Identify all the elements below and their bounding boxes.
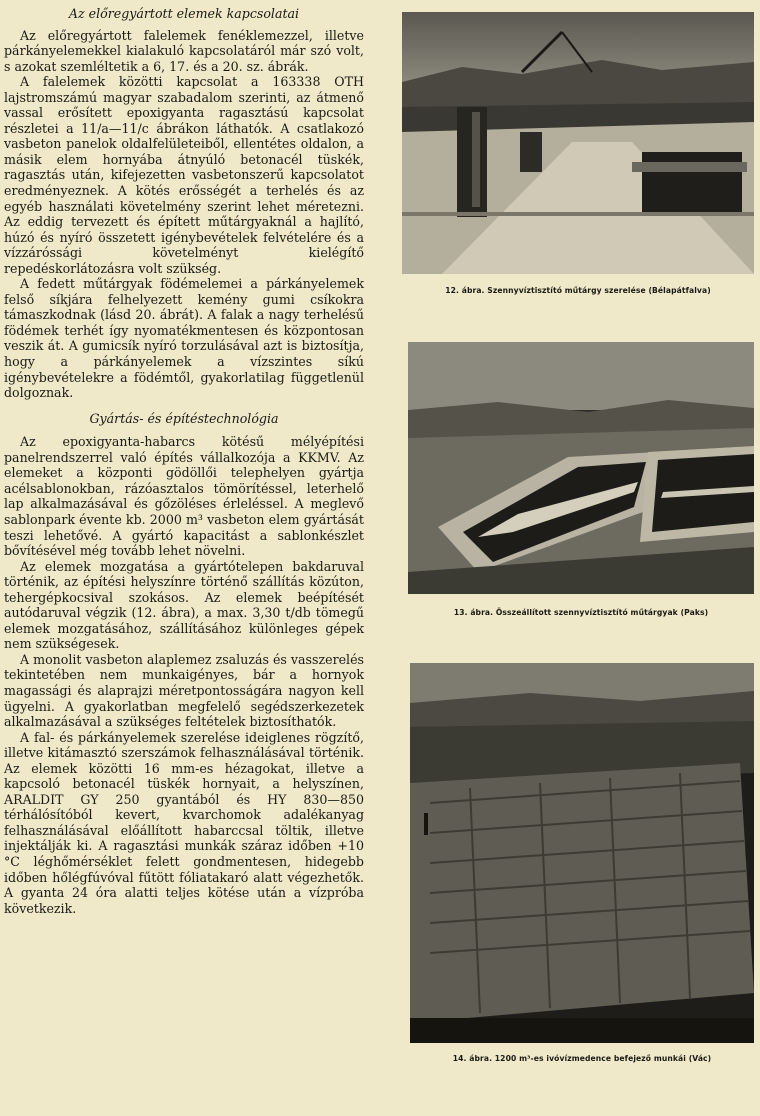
figure-14-photo bbox=[410, 663, 754, 1043]
paragraph: A monolit vasbeton alaplemez zsaluzás és vasszerelés tekintetében nem munkaigényes, bár a hornyok magassági és alaprajzi méretpontosságára nagyon kell ügyelni. A gyakorlatban megfelelő segédszerkezetek alkalmazásával a szükséges feltételek biztosíthatók. bbox=[4, 651, 364, 730]
section-heading-connections: Az előregyártott elemek kapcsolatai bbox=[68, 6, 300, 21]
left-text-column bbox=[4, 6, 364, 916]
paragraph: A fal- és párkányelemek szerelése ideiglenes rögzítő, illetve kitámasztó szerszámok felhasználásával történik. Az elemek közötti 16 mm-es hézagokat, illetve a kapcsoló betonacél tüskék hornyait, a helyszínen, ARALDIT GY 250 gyantából és HY 830—850 térhálósítóból kevert, kvarchomok adalékanyag felhasználásával előállított habarccsal töltik, illetve injektálják ki. A ragasztási munkák száraz időben +10 °C léghőmérséklet felett gondmentesen, hidegebb időben hőlégfúvóval fűtött fóliatakaró alatt végezhetők. A gyanta 24 óra alatti teljes kötése után a vízpróba következik. bbox=[4, 729, 364, 916]
section-heading-technology: Gyártás- és építéstechnológia bbox=[89, 410, 279, 426]
paragraph: A fedett műtárgyak födémelemei a párkányelemek felső síkjára felhelyezett kemény gumi csíkokra támaszkodnak (lásd 20. ábrát). A falak a nagy terhelésű födémek terhét így nyomatékmentesen és központosan veszik át. A gumicsík nyíró torzulásával azt is biztosítja, hogy a párkányelemek a vízszintes síkú igénybevételekre a födémtől, gyakorlatilag függetlenül dolgoznak. bbox=[4, 276, 364, 401]
figure-13-caption: 13. ábra. Összeállított szennyvíztisztító műtárgyak (Paks) bbox=[453, 608, 709, 617]
paragraph: A falelemek közötti kapcsolat a 163338 OTH lajstromszámú magyar szabadalom szerinti, az átmenő vassal erősített epoxigyanta ragasztású kapcsolat részletei a 11/a—11/c ábrákon láthatók. A csatlakozó vasbeton panelok oldalfelületeiből, ellentétes oldalon, a másik elem hornyába átnyúló betonacél tüskék, ragasztás után, kifejezetten vasbetonszerű kapcsolatot eredményeznek. A kötés erősségét a terhelés és az egyéb használati követelmény szerint lehet méretezni. Az eddig tervezett és épített műtárgyaknál a hajlító, húzó és nyíró összetett igénybevételek felvételére és a vízzáróssági követelményt kielégítő repedéskorlátozásra volt szükség. bbox=[4, 74, 364, 276]
paragraph: Az epoxigyanta-habarcs kötésű mélyépítési panelrendszerrel való építés vállalkozója a KKMV. Az elemeket a központi gödöllői telephelyen gyártja acélsablonokban, rázóasztalos tömörítéssel, leterhelő lap alkalmazásával és gőzöléses érleléssel. A meglevő sablonpark évente kb. 2000 m³ vasbeton elem gyártását teszi lehetővé. A gyártó kapacitást a sablonkészlet bővítésével még tovább lehet növelni. bbox=[4, 434, 364, 559]
figure-12-photo bbox=[402, 12, 754, 274]
paragraph: Az elemek mozgatása a gyártótelepen bakdaruval történik, az építési helyszínre történő szállítás közúton, tehergépkocsival szokásos. Az elemek beépítését autódaruval végzik (12. ábra), a max. 3,30 t/db tömegű elemek mozgatásához, szállításához különleges gépek nem szükségesek. bbox=[4, 558, 364, 652]
figure-13-photo bbox=[408, 342, 754, 594]
figure-14-caption: 14. ábra. 1200 m³-es ivóvízmedence befejező munkái (Vác) bbox=[452, 1054, 712, 1063]
paragraph: Az előregyártott falelemek fenéklemezzel, illetve párkányelemekkel kialakuló kapcsolatáról már szó volt, s azokat szemléltetik a 6, 17. és a 20. sz. ábrák. bbox=[4, 27, 364, 74]
figure-12-caption: 12. ábra. Szennyvíztisztító műtárgy szerelése (Bélapátfalva) bbox=[445, 286, 711, 295]
